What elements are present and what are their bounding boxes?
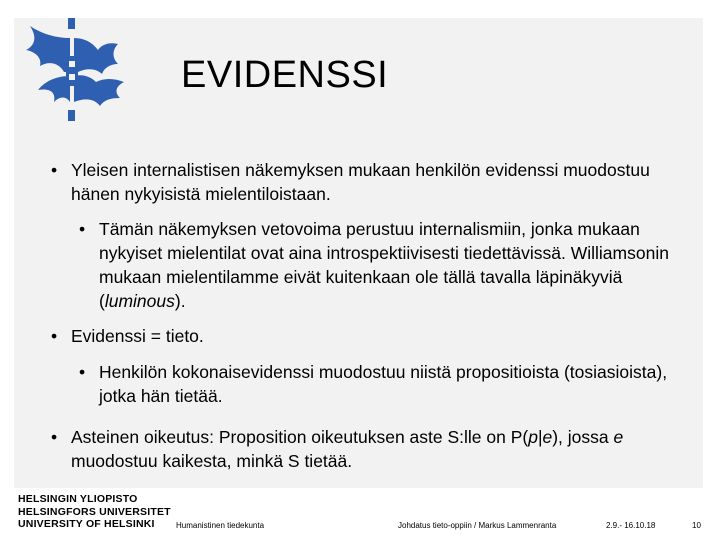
sub-bullet-text: Henkilön kokonaisevidenssi muodostuu niistä propositioista (tosiasioista), jotka hän tietää. [99,362,668,406]
footer-course: Johdatus tieto-oppiin / Markus Lammenranta [398,521,557,530]
university-wordmark: HELSINGIN YLIOPISTO HELSINGFORS UNIVERSITET UNIVERSITY OF HELSINKI [18,493,171,530]
slide-title: EVIDENSSI [181,54,389,96]
sub-bullet-item [51,360,701,408]
sub-bullet-text: Tämän näkemyksen vetovoima perustuu internalismiin, jonka mukaan nykyiset mielentilat ovat aina introspektiivisesti tiedettävissä. Williamsonin mukaan mielentilamme eivät kuitenkaan ole tällä tavalla läpinäkyviä (luminous). [99,219,669,311]
bullet-dot: • [79,362,86,382]
bullet-dot: • [79,219,86,239]
bullet-text: Evidenssi = tieto. [71,326,204,346]
university-flame-logo-icon [16,16,132,122]
emphasis-term: luminous [104,291,175,311]
bullet-dot: • [51,326,58,346]
slide-content [51,158,701,473]
bullet-item [51,324,701,348]
footer-faculty: Humanistinen tiedekunta [176,521,265,530]
bullet-item [51,158,701,206]
bullet-text: Asteinen oikeutus: Proposition oikeutuksen aste S:lle on P(p|e), jossa e muodostuu kaikesta, minkä S tietää. [71,427,624,471]
bullet-dot: • [51,427,58,447]
bullet-text: Yleisen internalistisen näkemyksen mukaan henkilön evidenssi muodostuu hänen nykyisistä mielentiloistaan. [71,160,650,204]
sub-bullet-item [51,217,701,313]
footer-page-number: 10 [692,521,701,530]
bullet-item [51,425,701,473]
bullet-dot: • [51,160,58,180]
footer-dates: 2.9.- 16.10.18 [606,521,656,530]
